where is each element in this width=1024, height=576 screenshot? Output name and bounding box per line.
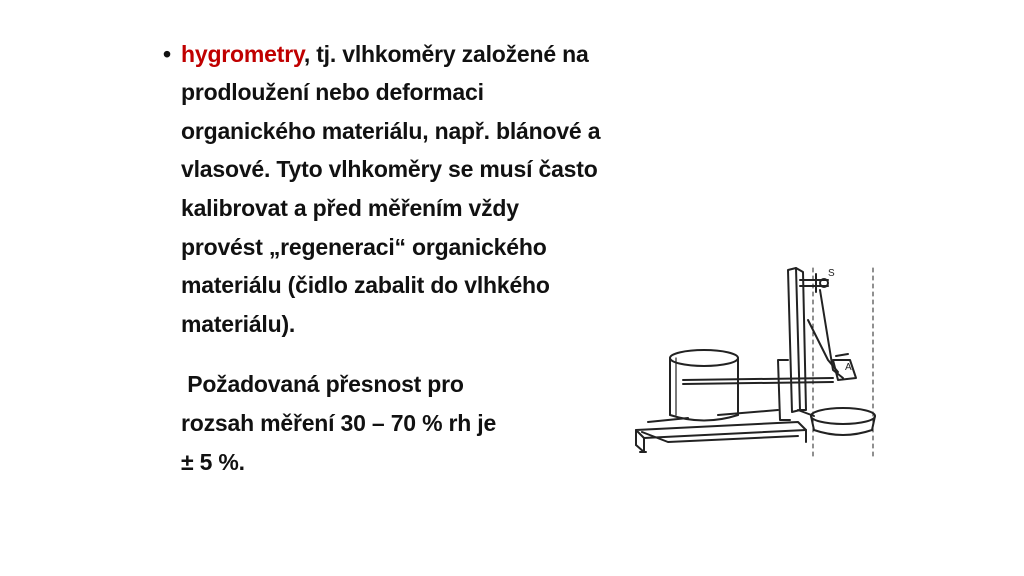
paragraph2-line1: Požadovaná přesnost pro (181, 371, 464, 397)
paragraph2-line2: rozsah měření 30 – 70 % rh je (181, 410, 497, 436)
paragraph1-line5: kalibrovat a před měřením vždy (181, 195, 519, 221)
paragraph2-line3: ± 5 %. (181, 449, 245, 475)
recording-drum-top (670, 350, 738, 366)
pen-arm (683, 378, 833, 384)
bullet-point: • (163, 41, 172, 67)
water-bowl (811, 408, 875, 424)
paragraph1-line3: organického materiálu, např. blánové a (181, 118, 601, 144)
paragraph1-line1 (181, 40, 589, 68)
hygrograph-illustration (628, 260, 888, 465)
paragraph1-line2: prodloužení nebo deformaci (181, 79, 484, 105)
base-plate (636, 422, 806, 438)
paragraph1-line1-rest: , tj. vlhkoměry založené na (303, 41, 589, 67)
paragraph1-line7: materiálu (čidlo zabalit do vlhkého (181, 272, 550, 298)
paragraph1-line8: materiálu). (181, 311, 296, 337)
figure-label-s: S (828, 268, 835, 279)
term-hygrometry: hygrometry (181, 41, 304, 67)
figure-label-a: A (845, 362, 852, 373)
frame-column (788, 268, 800, 412)
paragraph1-line4: vlasové. Tyto vlhkoměry se musí často (181, 156, 598, 182)
paragraph1-line6: provést „regeneraci“ organického (181, 234, 547, 260)
